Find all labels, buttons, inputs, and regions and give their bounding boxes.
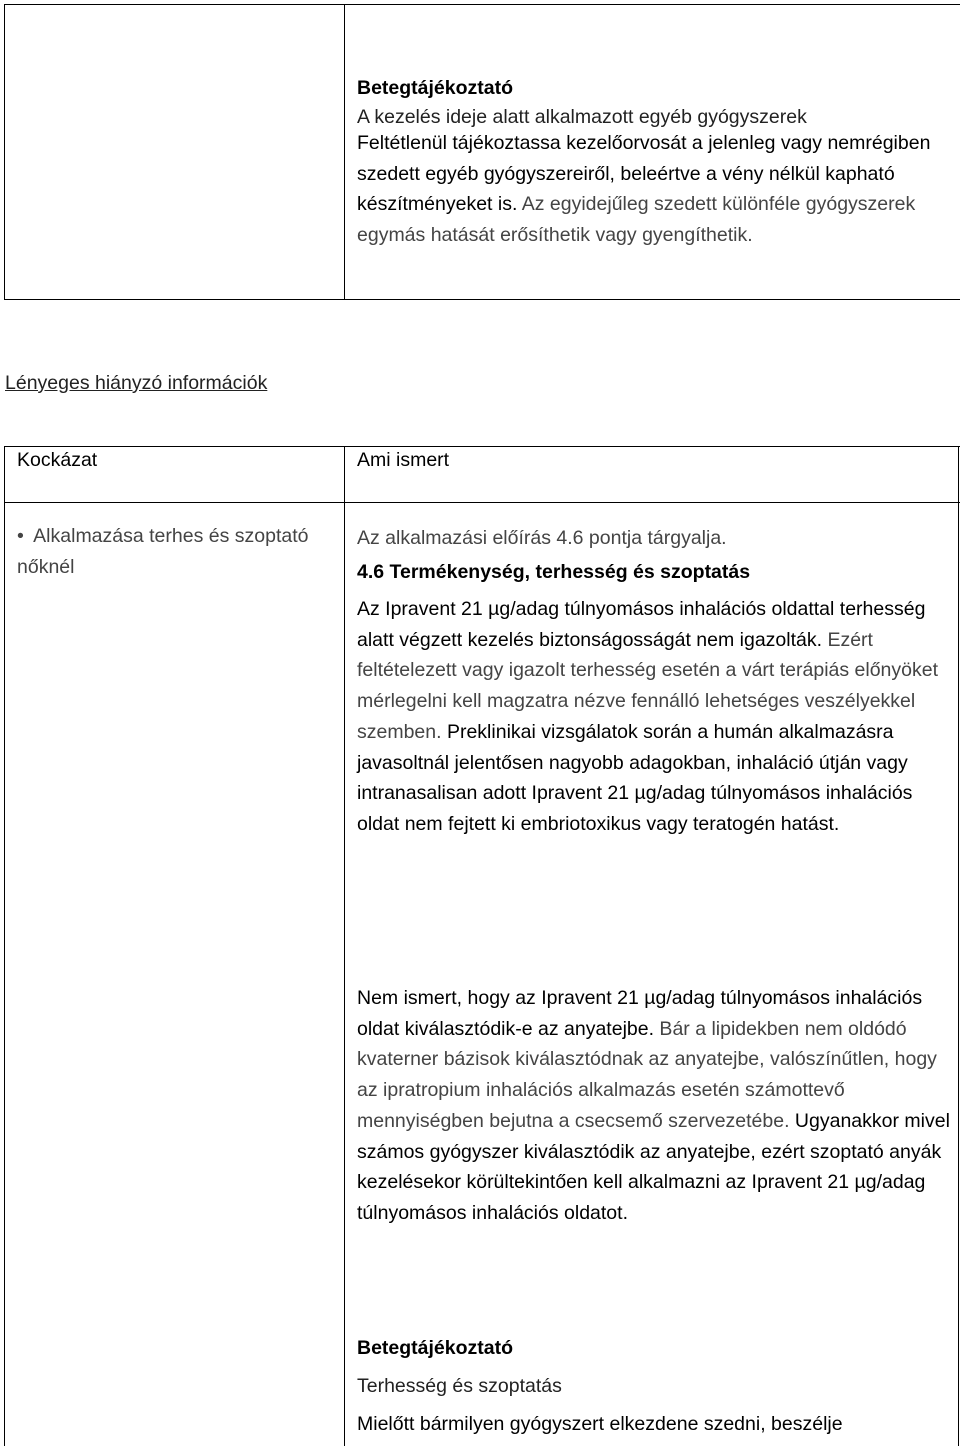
leaflet-body: Mielőtt bármilyen gyógyszert elkezdene szedni, beszélje xyxy=(357,1413,843,1435)
table-header-known: Ami ismert xyxy=(357,449,450,471)
top-box-body-plain: Az egyidejűleg szedett különféle gyógyszerek egymás hatását erősíthetik vagy gyengíthetik. xyxy=(357,193,916,247)
pregnancy-paragraph-dark2: Preklinikai vizsgálatok során a humán alkalmazásra javasoltnál jelentősen nagyobb adagokban, inhaláció útján vagy intranasalisan adott Ipravent 21 µg/adag túlnyomásos inhalációs oldat nem fejtett ki embriotoxikus vagy teratogén hatást. xyxy=(357,720,913,835)
table-left-border xyxy=(4,446,5,1446)
risk-item xyxy=(17,521,317,582)
top-box-divider xyxy=(344,4,345,300)
table-column-divider xyxy=(344,446,345,1446)
lactation-paragraph xyxy=(357,983,952,1229)
leaflet-subheading: Terhesség és szoptatás xyxy=(357,1375,562,1397)
table-right-border xyxy=(958,446,959,1446)
top-box-body-dark: Feltétlenül tájékoztassa kezelőorvosát a jelenleg vagy nemrégiben szedett egyéb gyógyszereiről, beleértve a vény nélkül kapható készítményeket is. xyxy=(357,132,931,216)
top-box-subheading: A kezelés ideje alatt alkalmazott egyéb gyógyszerek xyxy=(357,106,807,128)
table-header-risk: Kockázat xyxy=(17,449,98,471)
top-box-body xyxy=(357,128,932,251)
table-top-border xyxy=(4,446,960,447)
pregnancy-paragraph xyxy=(357,594,952,840)
table-header-bottom-border xyxy=(4,502,960,503)
leaflet-heading: Betegtájékoztató xyxy=(357,1337,514,1359)
risk-item-text: Alkalmazása terhes és szoptató nőknél xyxy=(17,525,309,578)
lactation-paragraph-dark: Nem ismert, hogy az Ipravent 21 µg/adag túlnyomásos inhalációs oldat kiválasztódik-e az anyatejbe. xyxy=(357,987,923,1040)
pregnancy-paragraph-plain: Ezért feltételezett vagy igazolt terhesség esetén a várt terápiás előnyöket mérlegelni kell magzatra nézve fennálló lehetséges veszélyekkel szemben. xyxy=(357,628,939,743)
pregnancy-paragraph-dark: Az Ipravent 21 µg/adag túlnyomásos inhalációs oldattal terhesség alatt végzett kezelés biztonságosságát nem igazolták. xyxy=(357,598,926,651)
lactation-paragraph-plain: Bár a lipidekben nem oldódó kvaterner bázisok kiválasztódnak az anyatejbe, valószínűtlen, hogy az ipratropium inhalációs alkalmazás esetén számottevő mennyiségben bejutna a csecsemő szervezetébe. xyxy=(357,1017,937,1132)
section-title: Lényeges hiányzó információk xyxy=(5,372,268,394)
known-subheading: 4.6 Termékenység, terhesség és szoptatás xyxy=(357,561,751,583)
lactation-paragraph-dark2: Ugyanakkor mivel számos gyógyszer kiválasztódik az anyatejbe, ezért szoptató anyák kezelésekor körültekintően kell alkalmazni az Ipravent 21 µg/adag túlnyomásos inhalációs oldatot. xyxy=(357,1109,950,1224)
top-box-heading: Betegtájékoztató xyxy=(357,77,514,99)
known-intro: Az alkalmazási előírás 4.6 pontja tárgyalja. xyxy=(357,527,727,549)
